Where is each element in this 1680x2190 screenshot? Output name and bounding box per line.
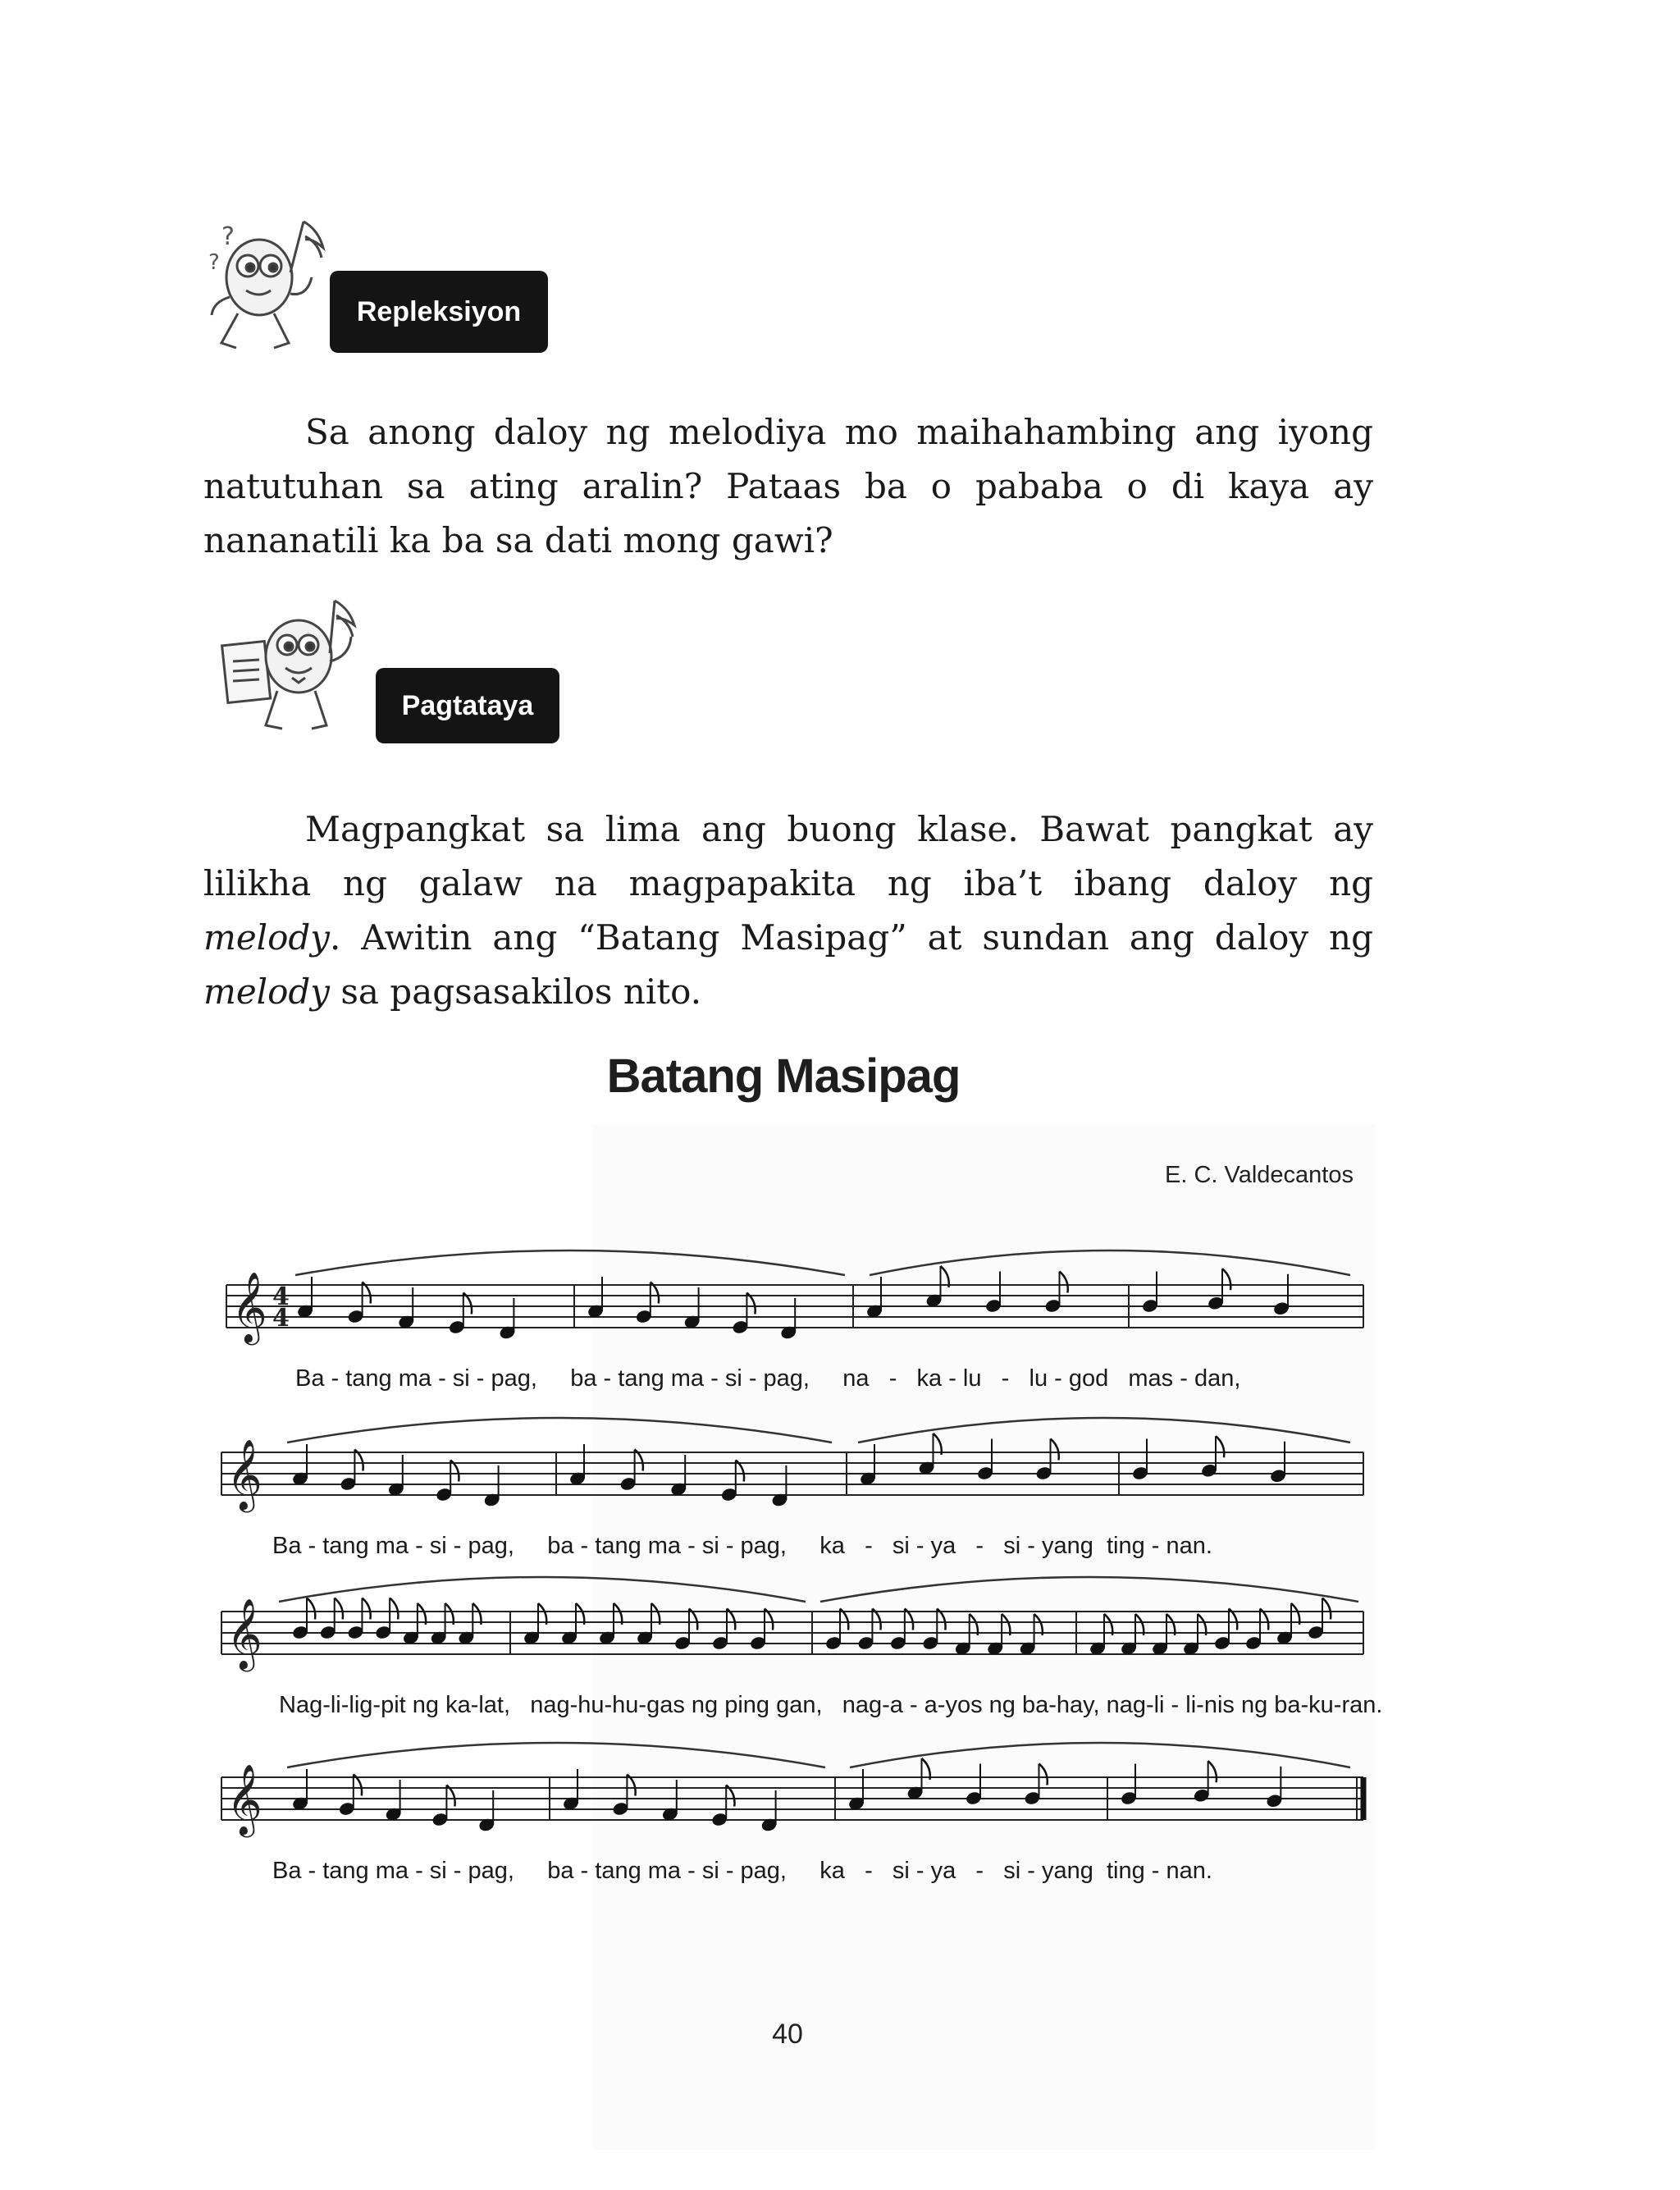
slur: [295, 1250, 845, 1275]
slur: [858, 1418, 1350, 1442]
lyric-line-3: Nag-li-lig-pit ng ka-lat, nag-hu-hu-gas ng ping gan, nag-a - a-yos ng ba-hay, nag-li - li-nis ng ba-ku-ran.: [279, 1692, 1383, 1718]
treble-clef-icon: 𝄞: [231, 1272, 267, 1342]
assessment-line-1: Magpangkat sa lima ang buong klase. Bawat pangkat ay: [305, 809, 1373, 849]
treble-clef-icon: 𝄞: [226, 1439, 262, 1510]
treble-clef-icon: 𝄞: [226, 1764, 262, 1835]
note-flag: [1051, 1439, 1059, 1461]
note-flag: [1039, 1764, 1048, 1785]
reflection-line-2: natutuhan sa ating aralin? Pataas ba o pababa o di kaya ay: [203, 466, 1373, 506]
assessment-badge: Pagtataya: [376, 668, 559, 743]
time-signature-bottom: 4: [272, 1304, 290, 1333]
assessment-line-2: lilikha ng galaw na magpapakita ng iba’t ibang daloy ng: [203, 863, 1373, 903]
slur: [850, 1743, 1350, 1767]
reflection-line-3: nananatili ka ba sa dati mong gawi?: [203, 520, 833, 560]
assessment-line-4-text: sa pagsasakilos nito.: [330, 972, 702, 1012]
melody-italic: melody: [203, 972, 331, 1012]
note-flag: [1060, 1272, 1068, 1293]
note-flag: [390, 1598, 398, 1620]
note-flag: [1216, 1436, 1224, 1457]
assessment-line-3-text: . Awitin ang “Batang Masipag” at sundan ang daloy ng: [330, 917, 1373, 958]
note-flag: [1208, 1761, 1217, 1782]
svg-text:?: ?: [208, 250, 220, 275]
reflection-line-1: Sa anong daloy ng melodiya mo maihahambing ang iyong: [305, 412, 1373, 452]
song-title: Batang Masipag: [606, 1049, 961, 1103]
treble-clef-icon: 𝄞: [226, 1598, 262, 1669]
reflection-badge: Repleksiyon: [330, 271, 548, 353]
note-flag: [1322, 1598, 1331, 1620]
slur: [820, 1577, 1358, 1602]
note-flag: [1222, 1269, 1230, 1290]
lyric-line-2: Ba - tang ma - si - pag, ba - tang ma - si - pag, ka - si - ya - si - yang ting - nan.: [272, 1533, 1212, 1559]
note-flag: [335, 1598, 343, 1620]
slur: [287, 1743, 825, 1767]
page-number: 40: [772, 2019, 803, 2050]
slur: [870, 1250, 1350, 1275]
lyric-line-4: Ba - tang ma - si - pag, ba - tang ma - si - pag, ka - si - ya - si - yang ting - nan.: [272, 1858, 1212, 1884]
lyric-line-1: Ba - tang ma - si - pag, ba - tang ma - si - pag, na - ka - lu - lu - god mas - dan,: [295, 1365, 1241, 1392]
note-flag: [307, 1598, 315, 1620]
time-signature-top: 4: [272, 1282, 290, 1311]
melody-italic: melody: [203, 917, 331, 958]
svg-text:?: ?: [221, 222, 235, 251]
slur: [287, 1418, 832, 1442]
song-composer: E. C. Valdecantos: [1165, 1162, 1354, 1188]
note-flag: [362, 1598, 370, 1620]
slur: [279, 1577, 806, 1602]
